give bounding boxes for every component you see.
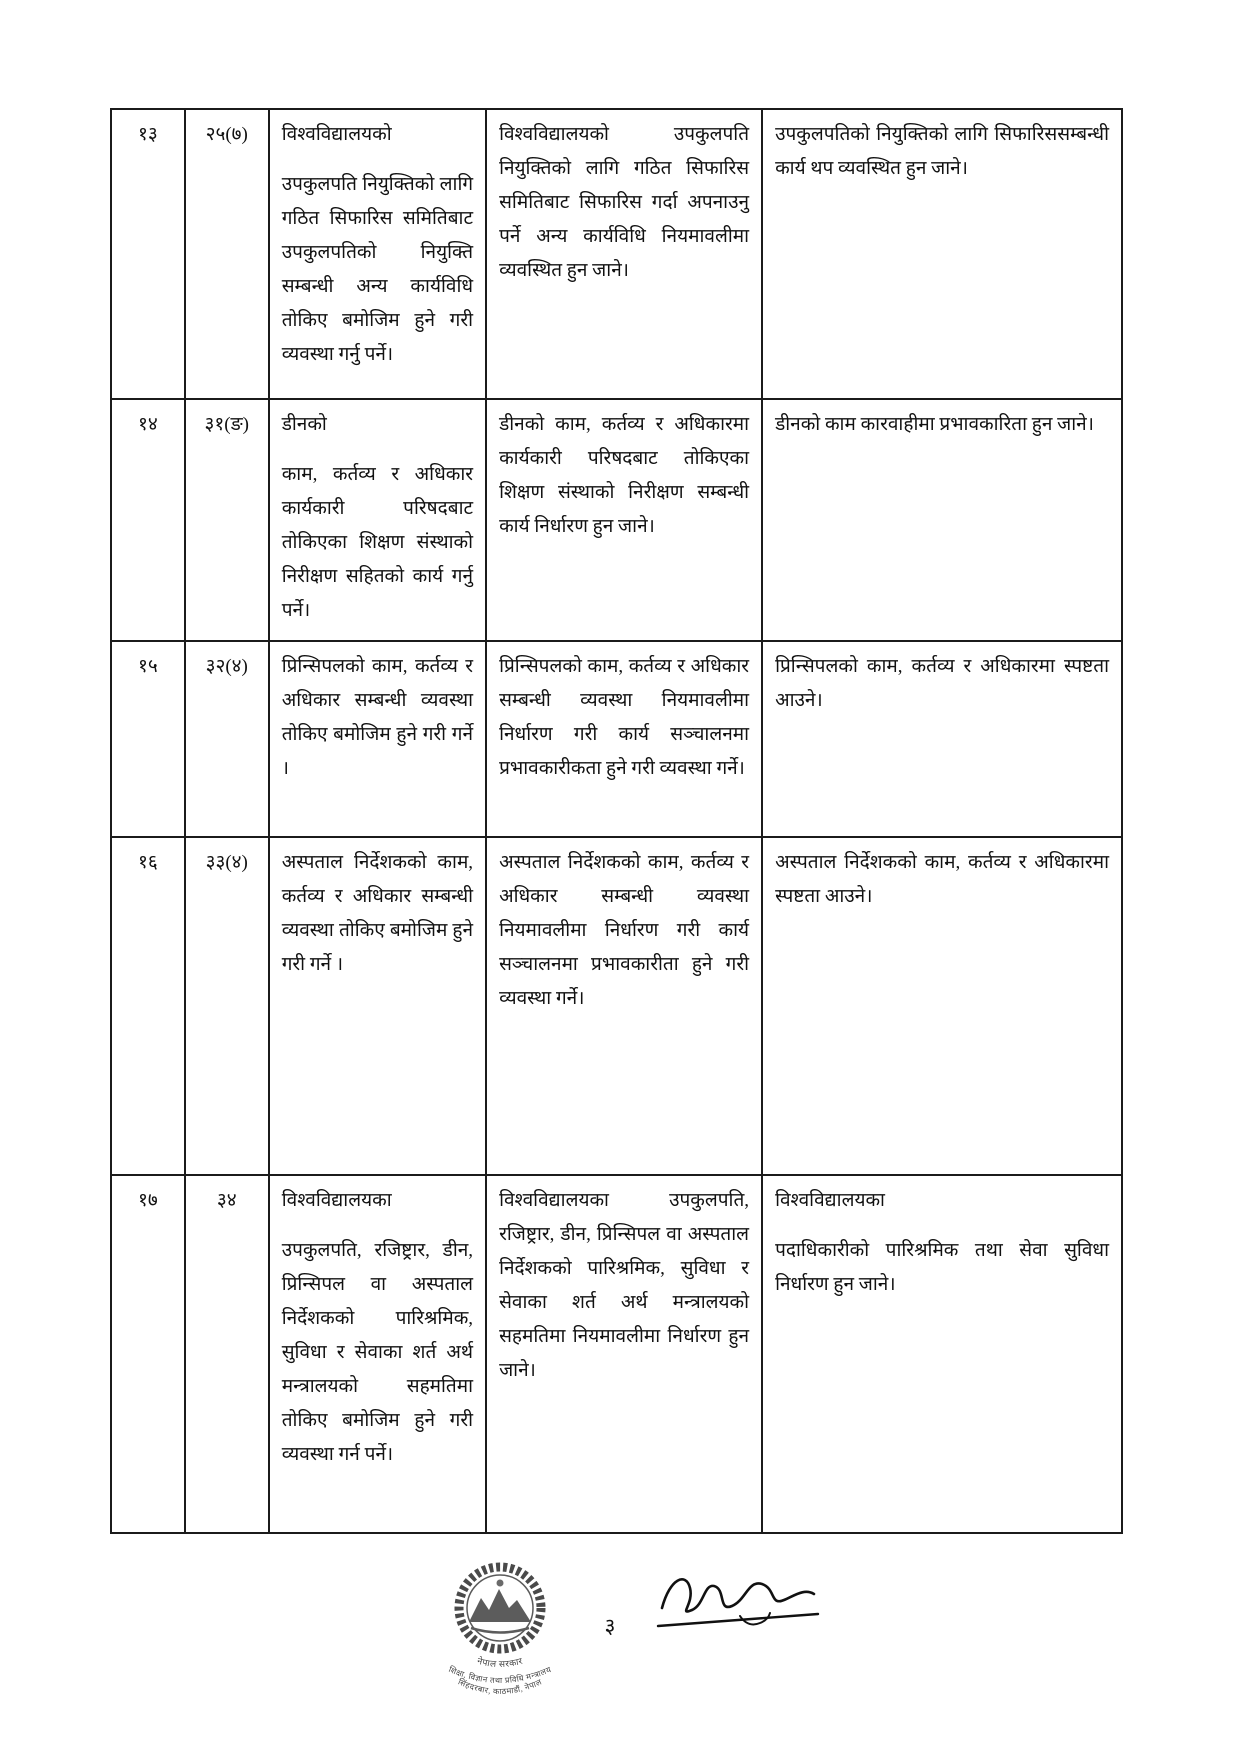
cell-paragraph: विश्वविद्यालयको <box>281 124 392 145</box>
cell-paragraph: काम, कर्तव्य र अधिकार कार्यकारी परिषदबाट तोकिएका शिक्षण संस्थाको निरीक्षण सहितको कार्य गर्नु पर्ने। <box>281 464 474 621</box>
existing-provision-cell <box>269 837 486 1175</box>
seal-text-line2: शिक्षा, विज्ञान तथा प्रविधि मन्त्रालय <box>447 1664 553 1686</box>
cell-paragraph: डीनको काम, कर्तव्य र अधिकारमा कार्यकारी परिषदबाट तोकिएका शिक्षण संस्थाको निरीक्षण सम्बन्धी कार्य निर्धारण हुन जाने। <box>499 414 750 537</box>
existing-provision-cell <box>269 1175 486 1533</box>
table-row <box>111 641 1122 837</box>
page-number: ३ <box>604 1614 616 1638</box>
amendment-cell <box>486 837 762 1175</box>
justification-cell <box>762 641 1122 837</box>
table-row <box>111 109 1122 399</box>
amendment-cell <box>486 1175 762 1533</box>
amendment-cell <box>486 641 762 837</box>
cell-paragraph: अस्पताल निर्देशकको काम, कर्तव्य र अधिकार सम्बन्धी व्यवस्था नियमावलीमा निर्धारण गरी कार्य सञ्चालनमा प्रभावकारीता हुने गरी व्यवस्था गर्ने। <box>499 852 750 1009</box>
cell-paragraph: उपकुलपतिको नियुक्तिको लागि सिफारिससम्बन्धी कार्य थप व्यवस्थित हुन जाने। <box>775 124 1109 179</box>
justification-cell <box>762 109 1122 399</box>
serial-number-cell: १४ <box>111 399 185 641</box>
cell-paragraph: पदाधिकारीको पारिश्रमिक तथा सेवा सुविधा निर्धारण हुन जाने। <box>775 1240 1109 1295</box>
existing-provision-cell <box>269 399 486 641</box>
section-number-cell: २५(७) <box>185 109 269 399</box>
cell-paragraph: प्रिन्सिपलको काम, कर्तव्य र अधिकार सम्बन्धी व्यवस्था तोकिए बमोजिम हुने गरी गर्ने । <box>281 656 474 779</box>
existing-provision-cell <box>269 109 486 399</box>
table-row <box>111 399 1122 641</box>
cell-paragraph: डीनको काम कारवाहीमा प्रभावकारिता हुन जाने। <box>775 414 1094 435</box>
table-body <box>111 109 1122 1533</box>
cell-paragraph: अस्पताल निर्देशकको काम, कर्तव्य र अधिकार सम्बन्धी व्यवस्था तोकिए बमोजिम हुने गरी गर्ने । <box>281 852 474 975</box>
justification-cell <box>762 399 1122 641</box>
section-number-cell: ३१(ङ) <box>185 399 269 641</box>
page-footer <box>110 1558 1123 1755</box>
table-row <box>111 1175 1122 1533</box>
cell-paragraph: विश्वविद्यालयका <box>281 1190 392 1211</box>
amendment-comparison-table <box>110 108 1123 1534</box>
cell-paragraph: विश्वविद्यालयका उपकुलपति, रजिष्ट्रार, डीन, प्रिन्सिपल वा अस्पताल निर्देशकको पारिश्रमिक, सुविधा र सेवाका शर्त अर्थ मन्त्रालयको सहमतिमा नियमावलीमा निर्धारण हुन जाने। <box>499 1190 750 1381</box>
cell-paragraph: उपकुलपति नियुक्तिको लागि गठित सिफारिस समितिबाट उपकुलपतिको नियुक्ति सम्बन्धी अन्य कार्यविधि तोकिए बमोजिम हुने गरी व्यवस्था गर्नु पर्ने। <box>281 174 474 365</box>
nepal-government-emblem-icon <box>405 1558 595 1718</box>
svg-text:नेपाल सरकार <box>476 1655 524 1669</box>
cell-paragraph: अस्पताल निर्देशकको काम, कर्तव्य र अधिकारमा स्पष्टता आउने। <box>775 852 1109 907</box>
cell-paragraph: विश्वविद्यालयका <box>775 1190 885 1211</box>
cell-paragraph: उपकुलपति, रजिष्ट्रार, डीन, प्रिन्सिपल वा अस्पताल निर्देशकको पारिश्रमिक, सुविधा र सेवाका शर्त अर्थ मन्त्रालयको सहमतिमा तोकिए बमोजिम हुने गरी व्यवस्था गर्न पर्ने। <box>281 1240 474 1465</box>
seal-text-line3: सिंहदरबार, काठमाडौं, नेपाल <box>456 1677 544 1697</box>
cell-paragraph: विश्वविद्यालयको उपकुलपति नियुक्तिको लागि गठित सिफारिस समितिबाट सिफारिस गर्दा अपनाउनु पर्ने अन्य कार्यविधि नियमावलीमा व्यवस्थित हुन जाने। <box>499 124 750 281</box>
seal-text-line1: नेपाल सरकार <box>476 1655 524 1670</box>
government-seal <box>405 1558 595 1718</box>
signature <box>648 1564 828 1654</box>
cell-paragraph: डीनको <box>281 414 327 435</box>
amendment-cell <box>486 399 762 641</box>
serial-number-cell: १३ <box>111 109 185 399</box>
amendment-cell <box>486 109 762 399</box>
serial-number-cell: १७ <box>111 1175 185 1533</box>
signature-scribble-icon <box>648 1564 828 1654</box>
cell-paragraph: प्रिन्सिपलको काम, कर्तव्य र अधिकारमा स्पष्टता आउने। <box>775 656 1109 711</box>
existing-provision-cell <box>269 641 486 837</box>
serial-number-cell: १६ <box>111 837 185 1175</box>
justification-cell <box>762 1175 1122 1533</box>
table-row <box>111 837 1122 1175</box>
section-number-cell: ३४ <box>185 1175 269 1533</box>
section-number-cell: ३२(४) <box>185 641 269 837</box>
serial-number-cell: १५ <box>111 641 185 837</box>
section-number-cell: ३३(४) <box>185 837 269 1175</box>
cell-paragraph: प्रिन्सिपलको काम, कर्तव्य र अधिकार सम्बन्धी व्यवस्था नियमावलीमा निर्धारण गरी कार्य सञ्चालनमा प्रभावकारीकता हुने गरी व्यवस्था गर्ने। <box>499 656 750 779</box>
justification-cell <box>762 837 1122 1175</box>
